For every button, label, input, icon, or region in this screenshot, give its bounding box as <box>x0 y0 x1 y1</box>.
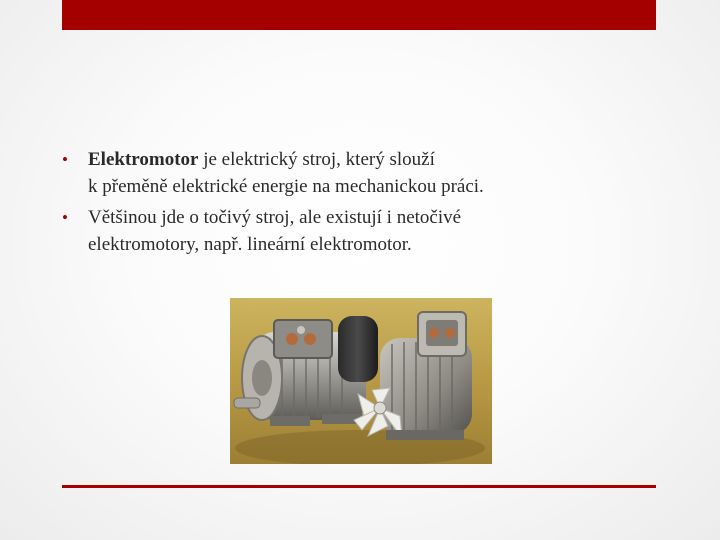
electric-motors-photo <box>230 298 492 464</box>
bullet-item-2 <box>60 204 680 258</box>
bullet-dot: • <box>62 208 68 227</box>
bullet-2-line-1: Většinou jde o točivý stroj, ale existují i netočivé <box>88 207 462 228</box>
top-accent-bar <box>62 0 656 30</box>
bullet-item-1 <box>60 146 680 200</box>
bottom-accent-rule <box>62 485 656 488</box>
term-elektromotor: Elektromotor <box>88 149 199 170</box>
bullet-1-line-1-rest: je elektrický stroj, který slouží <box>198 149 435 170</box>
bullet-list <box>60 146 680 262</box>
bullet-2-line-2: elektromotory, např. lineární elektromotor. <box>88 234 412 255</box>
bullet-dot: • <box>62 150 68 169</box>
bullet-1-line-2: k přeměně elektrické energie na mechanickou práci. <box>88 176 484 197</box>
